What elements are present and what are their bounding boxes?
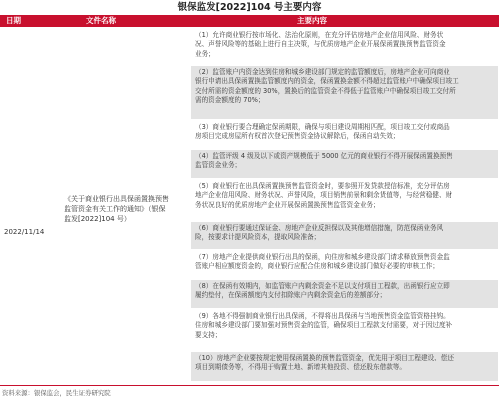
- content-line: 业务；: [195, 49, 215, 58]
- content-line: （1）允许商业银行按市场化、法治化原则，在充分评估房地产企业信用风险、财务状: [195, 31, 444, 39]
- content-line: 履约垫付，在保函额度内支付扣除账户内剩余资金后的差额部分；: [195, 291, 387, 300]
- content-item-2: [191, 66, 498, 119]
- page-title: 银保监发[2022]104 号主要内容: [177, 2, 322, 13]
- content-line: 监管资金业务；: [195, 161, 242, 170]
- content-line: 交付所需的资金额度的 30%，置换后的监管资金不得低于监管账户中确保项目竣工交付所: [195, 86, 456, 95]
- content-line: （9）各地不得强制商业银行出具保函，不得将出具保函与当地预售资金监管资格挂钩。: [195, 312, 450, 320]
- footer-rule: [0, 385, 499, 386]
- content-item-10: [191, 352, 498, 381]
- date-cell: 2022/11/14: [4, 228, 45, 236]
- file-name-line: 监管资金有关工作的通知》（银保: [64, 205, 166, 213]
- source-note: 资料来源：银保监会，民生证券研究院: [2, 389, 111, 397]
- content-line: （10）房地产企业要按规定使用保函置换的预售监管资金，优先用于项目工程建设、偿还: [195, 354, 454, 362]
- content-item-5: [191, 180, 498, 220]
- content-line: 需的资金额度的 70%；: [195, 96, 265, 105]
- content-line: 要支持；: [195, 330, 222, 339]
- content-item-3: [191, 121, 498, 148]
- file-name-line: 《关于商业银行出具保函置换预售: [64, 195, 169, 203]
- content-line: 务状况良好的优质房地产企业开展保函置换预售监管资金业务；: [195, 200, 380, 209]
- content-item-4: [191, 150, 498, 178]
- content-line: （5）商业银行在出具保函置换预售监管资金时，要参照开发贷款授信标准，充分评估房: [195, 182, 450, 190]
- header-date: 日期: [6, 16, 21, 25]
- content-item-8: [191, 280, 498, 308]
- header-main-content: 主要内容: [297, 16, 327, 25]
- content-line: （2）监管账户内资金达到住房和城乡建设部门规定的监管额度后，房地产企业可向商业: [195, 68, 450, 76]
- file-name-cell: [64, 194, 182, 224]
- file-name-line: 监发[2022]104 号）: [64, 215, 131, 223]
- content-line: （4）监管评级 4 级及以下或资产规模低于 5000 亿元的商业银行不得开展保函置换预售: [195, 152, 453, 160]
- content-line: 况、声誉风险等的基础上进行自主决策，与优质房地产企业开展保函置换预售监管资金: [195, 40, 446, 49]
- content-item-9: [191, 310, 498, 350]
- content-line: 房项目完成房屋所有权首次登记预售资金协议解除后，保函自动失效；: [195, 132, 400, 141]
- content-line: （6）商业银行要通过保证金、房地产企业反担保以及其他增信措施，防范保函业务风: [195, 224, 444, 232]
- content-item-7: [191, 251, 498, 278]
- content-line: 管账户相应额度资金的，商业银行应配合住房和城乡建设部门做好必要的审核工作；: [195, 262, 439, 271]
- content-line: 项目到期债务等，不得用于购置土地、新增其他投资、偿还股东借款等。: [195, 363, 406, 372]
- content-line: 地产企业信用风险、财务状况、声誉风险，项目销售前景和剩余货值等，与经营稳健、财: [195, 191, 453, 200]
- content-line: 险，按要求计提风险资本，提取风险准备；: [195, 233, 321, 242]
- content-line: （3）商业银行要合理确定保函期限，确保与项目建设周期相匹配，项目竣工交付或商品: [195, 123, 450, 131]
- content-line: （7）房地产企业提供商业银行出具的保函，向住房和城乡建设部门请求释放预售资金监: [195, 253, 450, 261]
- table-header-row: [0, 15, 499, 27]
- content-item-1: [191, 29, 498, 64]
- content-line: 住房和城乡建设部门要加强对预售资金的监管，确保项目工程款支付需要，对于因过度补: [195, 321, 453, 330]
- content-item-6: [191, 222, 498, 249]
- content-line: （8）在保函有效期内，如监管账户内剩余资金不足以支付项目工程款，出函银行应立即: [195, 282, 450, 290]
- header-file-name: 文件名称: [86, 16, 116, 25]
- content-line: 银行申请出具保函置换监管额度内的资金，保函置换金额不得超过监管账户中确保项目竣工: [195, 77, 459, 86]
